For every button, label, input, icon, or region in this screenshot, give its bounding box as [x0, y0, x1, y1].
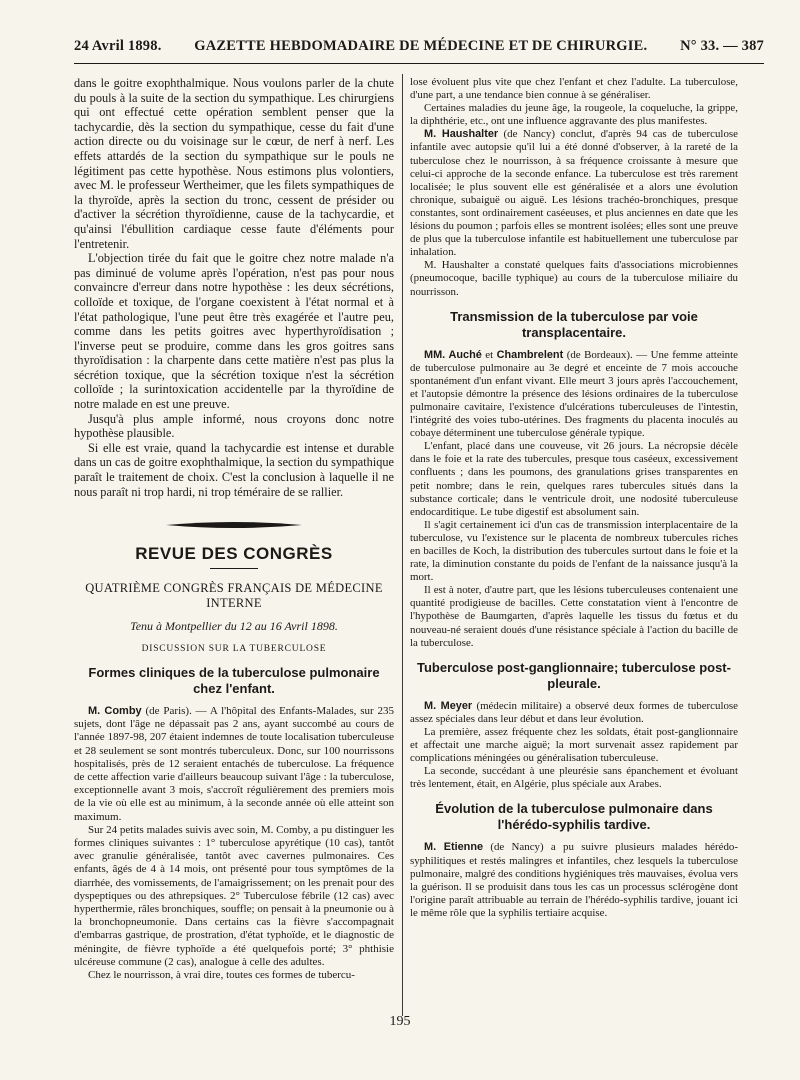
- article-title: Évolution de la tuberculose pulmonaire dans l'hérédo-syphilis tardive.: [435, 801, 713, 833]
- right-column: [410, 76, 738, 1016]
- paragraph: Il s'agit certainement ici d'un cas de transmission interplacentaire de la tuberculose, vu l'existence sur le placenta de nombreux tubercules riches en bacilles de Koch, la distribution des tubercules surtout dans le foie et la rate, la diminution constante du poids de l'enfant de la naissance jusqu'à la mort.: [410, 518, 738, 584]
- paragraph: L'objection tirée du fait que le goitre chez notre malade n'a pas diminué de volume après l'opération, n'est pas pour nous convaincre d'erreur dans notre hypothèse : les deux sécrétions, colloïde et toxique, de l'organe coexistent à l'état normal et à l'état pathologique, l'une peut être très exagérée et l'autre peu, comme dans les petits goitres avec hyperthyroïdisation ; l'inverse peut se produire, comme dans les gros goitres sans thyroïdisation : la charpente dans cette matière n'est pas plus la sécrétion toxique, que la sécrétion toxique n'est la sécrétion colloïde ; la surintoxication accidentelle par la thyroïdine de notre malade en est une preuve.: [74, 251, 394, 412]
- paragraph: M. Haushalter a constaté quelques faits d'associations microbiennes (pneumocoque, bacille typhique) au cours de la tuberculose miliaire du nourrisson.: [410, 259, 738, 298]
- article-title: Transmission de la tuberculose par voie transplacentaire.: [450, 308, 698, 340]
- issue-number: N° 33. — 387: [680, 38, 764, 54]
- paragraph: [74, 705, 394, 824]
- paragraph-text: (de Bordeaux). — Une femme atteinte de tuberculose pulmonaire au 3e degré et enceinte de 7 mois accouche spontanément d'un enfant vivant. Elle meurt 3 jours après l'accouchement, et l'autopsie démontre la présence des lésions ordinaires de la tuberculose pulmonaire cavitaire, l'existence d'ulcérations tuberculeuses de l'intestin, l'intégrité des voies tubo-utérines. Des fragments du placenta inoculés au cobaye déterminent une tuberculose générale typique.: [410, 348, 738, 440]
- running-head: [74, 38, 764, 55]
- issue-date: 24 Avril 1898.: [74, 38, 162, 54]
- congress-subtitle: Tenu à Montpellier du 12 au 16 Avril 1898.: [130, 618, 338, 633]
- journal-title: GAZETTE HEBDOMADAIRE DE MÉDECINE ET DE CHIRURGIE.: [194, 38, 648, 54]
- author-name: M. Haushalter: [424, 128, 499, 141]
- paragraph-text: (de Nancy) conclut, d'après 94 cas de tuberculose infantile avec autopsie qu'il lui a été donné d'observer, à la rareté de la tuberculose chez le nourrisson, à sa fréquence croissante à mesure que celui-ci approche de la seconde enfance. La tuberculose est très rarement localisée; le plus souvent elle est généralisée et a alors une évolution chronique, subaiguë ou aiguë. Les lésions trachéo-bronchiques, presque constantes, sont ordinairement caséeuses, et plus anciennes en date que les lésions du poumon ; parfois elles se montrent isolées; elles sont une preuve de plus que la tuberculose infantile est habituellement une tuberculose par inhalation.: [410, 128, 738, 259]
- author-name: MM. Auché: [424, 348, 482, 361]
- author-name: M. Comby: [88, 705, 142, 717]
- paragraph: dans le goitre exophthalmique. Nous voulons parler de la chute du pouls à la suite de la section du sympathique. Les chirurgiens qui ont effectué cette opération semblent penser que la tachycardie, dès la section du sympathique, cesse du fait d'une action directe ou du voisinage sur le cœur, de nerf à nerf. Les effets attardés de la section du sympathique sur le pouls ne légitiment pas cette hypothèse. Nous estimons plus volontiers, avec M. le professeur Wertheimer, que les filets sympathiques de la thyroïde, après la section du tronc, cessent de présider ou d'activer la sécrétion thyroïdienne, cause de la tachycardie, et qu'ainsi l'ébullition cardiaque cesse faute d'éléments pour l'entretenir.: [74, 76, 394, 251]
- section-ornament: [164, 519, 304, 531]
- paragraph: [410, 128, 738, 259]
- paragraph: [410, 349, 738, 441]
- article-title: Formes cliniques de la tuberculose pulmonaire chez l'enfant.: [88, 665, 380, 696]
- paragraph-text: (de Paris). — A l'hôpital des Enfants-Malades, sur 235 sujets, dont l'âge ne dépassait pas 2 ans, ayant succombé au cours de l'année 1897-98, 207 étaient indemnes de toute localisation tuberculeuse et 28 seulement se sont montrés tuberculeux. Donc, sur 100 nourrissons hospitalisés, près de 12 seraient entachés de tuberculose. La fréquence de cette affection varie d'ailleurs beaucoup suivant l'âge : la tuberculose, exceptionnelle avant 3 mois, s'accroît régulièrement des premiers mois de la vie où elle est au minimum, à la seconde année où elle atteint son maximum.: [74, 705, 394, 823]
- paragraph-text: (de Nancy) a pu suivre plusieurs malades hérédo-syphilitiques et restés malingres et infantiles, chez lesquels la tuberculose pulmonaire, malgré des conditions hygiéniques très mauvaises, évolua vers la guérison. Il se produisit dans tous les cas un processus sclérogène dont l'origine paraît attribuable au terrain de l'hérédo-syphilis tardive, jouant ici le même rôle que la syphilis tertiaire acquise.: [410, 841, 738, 919]
- column-divider: [402, 74, 403, 1016]
- paragraph: La seconde, succédant à une pleurésie sans épanchement et évoluant très lentement, était, en Algérie, plus spéciale aux Arabes.: [410, 765, 738, 791]
- paragraph: [410, 841, 738, 920]
- paragraph: Il est à noter, d'autre part, que les lésions tuberculeuses contenaient une quantité prodigieuse de bacilles. Cette constatation vient à l'encontre de l'hypothèse de Baumgarten, d'après laquelle les tissus du fœtus et du nouveau-né seraient doués d'une résistance spéciale à l'action du bacille de la tuberculose.: [410, 584, 738, 649]
- paragraph: Certaines maladies du jeune âge, la rougeole, la coqueluche, la grippe, la diphthérie, etc., ont une influence aggravante des plus manifestes.: [410, 102, 738, 128]
- section-heading-revue: REVUE DES CONGRÈS: [135, 544, 333, 564]
- article-title: Tuberculose post-ganglionnaire; tuberculose post-pleurale.: [417, 659, 731, 691]
- paragraph: L'enfant, placé dans une couveuse, vit 26 jours. La nécropsie décèle dans le foie et la rate des tubercules, presque tous caséeux, excessivement confluents ; dans les poumons, des granulations grises transparentes en petit nombre; dans le rein, quelques rares tubercules situés dans la substance corticale; dans le ventricule droit, une nodosité tuberculeuse endocarditique. Le tube digestif est absolument sain.: [410, 440, 738, 518]
- paragraph: Chez le nourrisson, à vrai dire, toutes ces formes de tubercu-: [88, 969, 355, 982]
- paragraph: Si elle est vraie, quand la tachycardie est intense et durable dans un cas de goitre exophthalmique, la section du sympathique paraît le traitement de choix. C'est la conclusion à laquelle il ne nous paraît ni trop hardi, ni trop téméraire de se rallier.: [74, 440, 394, 499]
- paragraph: lose évoluent plus vite que chez l'enfant et chez l'adulte. La tuberculose, d'une part, a une tendance bien connue à se généraliser.: [410, 76, 738, 102]
- discussion-label: DISCUSSION SUR LA TUBERCULOSE: [141, 644, 327, 655]
- divider: [210, 568, 258, 569]
- left-column: [74, 76, 394, 1016]
- paragraph: Jusqu'à plus ample informé, nous croyons donc notre hypothèse plausible.: [74, 411, 394, 441]
- author-name: Chambrelent: [496, 348, 564, 361]
- header-rule: [74, 63, 764, 64]
- congress-title: QUATRIÈME CONGRÈS FRANÇAIS DE MÉDECINE INTERNE: [85, 580, 383, 610]
- page-number: 195: [389, 1014, 411, 1029]
- author-name: M. Meyer: [424, 699, 473, 712]
- paragraph-text: (médecin militaire) a observé deux formes de tuberculose assez spéciales dans leur début et dans leur évolution.: [410, 699, 738, 725]
- author-name: M. Etienne: [424, 841, 484, 854]
- paragraph: La première, assez fréquente chez les soldats, était post-ganglionnaire et affectait une marche aiguë; la mort survenait assez rapidement par complications méningées ou généralisation tuberculeuse.: [410, 725, 738, 765]
- paragraph-text: et: [481, 348, 497, 361]
- paragraph: [410, 700, 738, 726]
- paragraph: Sur 24 petits malades suivis avec soin, M. Comby, a pu distinguer les formes cliniques suivantes : 1° tuberculose apyrétique (10 cas), tantôt avec granulie généralisée, tantôt avec cavernes pulmonaires. Ces enfants, âgés de 4 à 14 mois, ont présenté pour tous symptômes de la diarrhée, des vomissements, de l'amaigrissement; on les prenait pour des dyspeptiques ou des athrepsiques. 2° Tuberculose fébrile (12 cas) avec hyperthermie, râles bronchiques, souffle; on pensait à la pneumonie ou à la bronchopneumonie. Dans certains cas la fièvre s'accompagnait d'embarras gastrique, de prostration, d'état typhoïde, et le diagnostic de méningite, de fièvre typhoïde a été quelquefois porté; 3° phthisie ulcéreuse commune (2 cas), analogue à celle des adultes.: [74, 823, 394, 968]
